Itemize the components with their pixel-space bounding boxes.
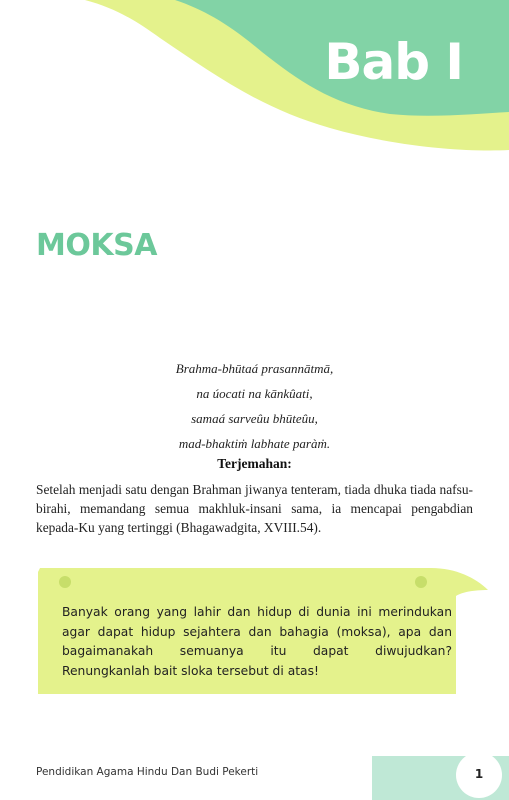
chapter-title: Bab I bbox=[324, 33, 463, 91]
reflection-note-text: Banyak orang yang lahir dan hidup di dunia ini merindukan agar dapat hidup sejahtera dan bahagia (moksa), apa dan bagaimanakah semuanya itu dapat diwujudkan? Renungkanlah bait sloka tersebut di atas! bbox=[62, 605, 452, 678]
verse-line: na úocati na kānkûati, bbox=[196, 386, 313, 401]
note-dot-right bbox=[415, 576, 427, 588]
page-number: 1 bbox=[474, 767, 484, 781]
sloka-verse bbox=[0, 356, 509, 456]
verse-line: mad-bhaktiṁ labhate paràṁ. bbox=[178, 436, 331, 451]
translation-label: Terjemahan: bbox=[217, 456, 292, 471]
translation-text: Setelah menjadi satu dengan Brahman jiwanya tenteram, tiada dhuka tiada nafsu-birahi, memandang semua makhluk-insani sama, ia mencapai pengabdian kepada-Ku yang tertinggi (Bhagawadgita, XVIII.54). bbox=[36, 482, 473, 535]
verse-line: samaá sarveûu bhūteûu, bbox=[191, 411, 318, 426]
footer-book-title: Pendidikan Agama Hindu Dan Budi Pekerti bbox=[36, 766, 259, 778]
note-dot-left bbox=[59, 576, 71, 588]
section-title: MOKSA bbox=[36, 228, 157, 263]
verse-line: Brahma-bhūtaá prasannātmā, bbox=[175, 361, 334, 376]
